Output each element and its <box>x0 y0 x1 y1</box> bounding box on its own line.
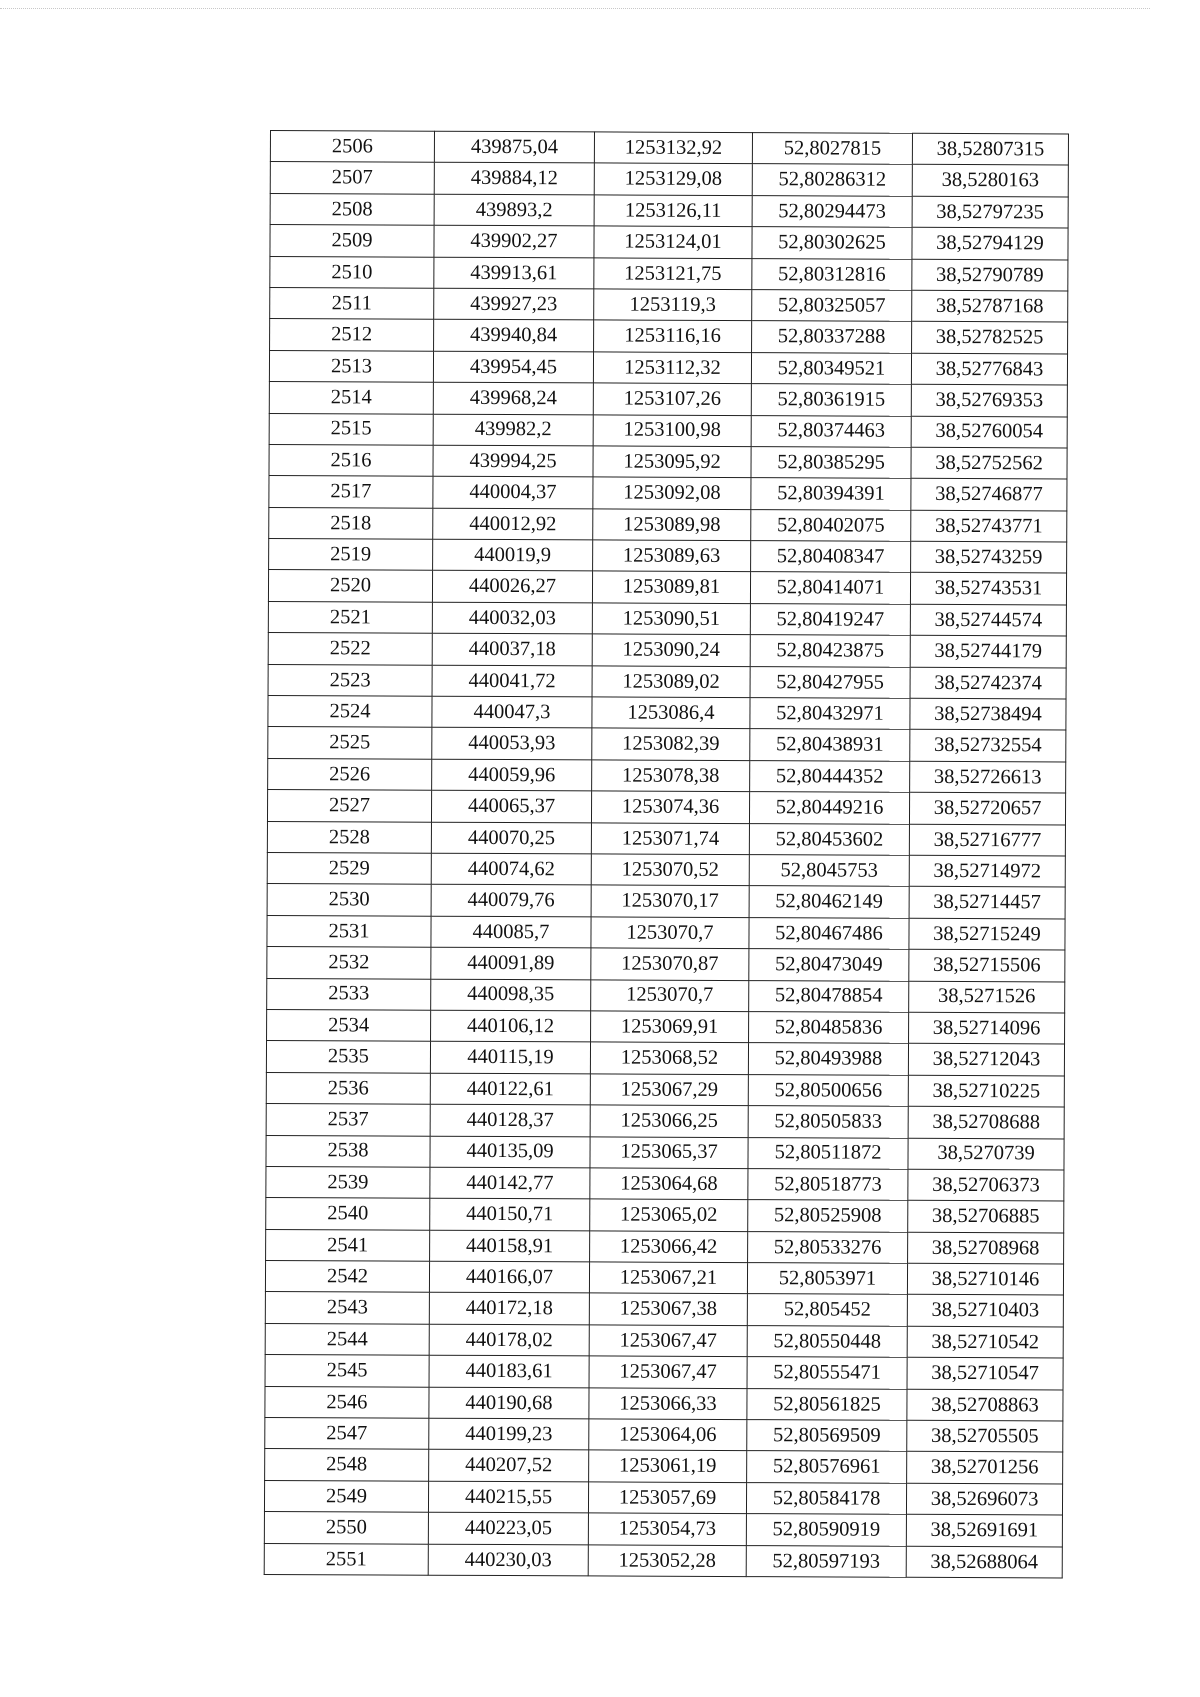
table-row <box>267 915 1065 950</box>
latitude-cell: 52,80467486 <box>749 917 909 949</box>
latitude-cell: 52,8027815 <box>752 133 912 165</box>
longitude-cell: 38,52714096 <box>909 1012 1065 1044</box>
point-number-cell: 2533 <box>267 978 431 1010</box>
point-number-cell: 2543 <box>265 1292 429 1324</box>
latitude-cell: 52,80485836 <box>749 1012 909 1044</box>
latitude-cell: 52,80325057 <box>752 290 912 322</box>
latitude-cell: 52,80453602 <box>749 823 909 855</box>
table-row <box>269 507 1067 542</box>
latitude-cell: 52,80444352 <box>750 760 910 792</box>
x-coordinate-cell: 439875,04 <box>434 131 594 163</box>
longitude-cell: 38,5280163 <box>912 165 1068 197</box>
y-coordinate-cell: 1253067,29 <box>590 1074 748 1106</box>
y-coordinate-cell: 1253066,42 <box>590 1231 748 1263</box>
y-coordinate-cell: 1253086,4 <box>592 697 750 729</box>
latitude-cell: 52,80423875 <box>750 635 910 667</box>
table-row <box>270 256 1068 291</box>
scan-edge-line <box>0 8 1150 9</box>
point-number-cell: 2530 <box>267 884 431 916</box>
latitude-cell: 52,80374463 <box>751 415 911 447</box>
point-number-cell: 2536 <box>266 1072 430 1104</box>
table-row <box>270 193 1068 228</box>
x-coordinate-cell: 439968,24 <box>433 382 593 414</box>
point-number-cell: 2507 <box>270 162 434 194</box>
point-number-cell: 2513 <box>269 350 433 382</box>
longitude-cell: 38,52706373 <box>908 1169 1064 1201</box>
table-row <box>267 947 1065 982</box>
table-row <box>264 1543 1062 1578</box>
table-row <box>266 1198 1064 1233</box>
table-row <box>269 350 1067 385</box>
longitude-cell: 38,52691691 <box>906 1514 1062 1546</box>
x-coordinate-cell: 440032,03 <box>432 602 592 634</box>
longitude-cell: 38,52738494 <box>910 698 1066 730</box>
y-coordinate-cell: 1253067,21 <box>589 1262 747 1294</box>
y-coordinate-cell: 1253069,91 <box>591 1011 749 1043</box>
longitude-cell: 38,52743259 <box>911 541 1067 573</box>
x-coordinate-cell: 440142,77 <box>430 1167 590 1199</box>
longitude-cell: 38,52705505 <box>907 1420 1063 1452</box>
x-coordinate-cell: 440172,18 <box>429 1293 589 1325</box>
longitude-cell: 38,52715249 <box>909 918 1065 950</box>
point-number-cell: 2520 <box>268 570 432 602</box>
point-number-cell: 2546 <box>265 1386 429 1418</box>
longitude-cell: 38,52710225 <box>908 1075 1064 1107</box>
point-number-cell: 2522 <box>268 633 432 665</box>
longitude-cell: 38,52701256 <box>907 1452 1063 1484</box>
y-coordinate-cell: 1253100,98 <box>593 414 751 446</box>
point-number-cell: 2539 <box>266 1166 430 1198</box>
x-coordinate-cell: 440178,02 <box>429 1324 589 1356</box>
y-coordinate-cell: 1253070,7 <box>591 979 749 1011</box>
table-row <box>269 476 1067 511</box>
longitude-cell: 38,5270739 <box>908 1138 1064 1170</box>
x-coordinate-cell: 440115,19 <box>430 1042 590 1074</box>
longitude-cell: 38,52710146 <box>907 1263 1063 1295</box>
x-coordinate-cell: 440128,37 <box>430 1104 590 1136</box>
table-row <box>268 664 1066 699</box>
x-coordinate-cell: 440070,25 <box>431 822 591 854</box>
x-coordinate-cell: 440019,9 <box>433 539 593 571</box>
y-coordinate-cell: 1253061,19 <box>589 1450 747 1482</box>
x-coordinate-cell: 440135,09 <box>430 1136 590 1168</box>
y-coordinate-cell: 1253124,01 <box>594 226 752 258</box>
table-row <box>265 1261 1063 1296</box>
y-coordinate-cell: 1253126,11 <box>594 195 752 227</box>
table-row <box>265 1292 1063 1327</box>
latitude-cell: 52,80286312 <box>752 164 912 196</box>
y-coordinate-cell: 1253132,92 <box>594 132 752 164</box>
y-coordinate-cell: 1253092,08 <box>593 477 751 509</box>
point-number-cell: 2534 <box>267 1009 431 1041</box>
x-coordinate-cell: 439982,2 <box>433 414 593 446</box>
longitude-cell: 38,52708968 <box>908 1232 1064 1264</box>
table-row <box>268 696 1066 731</box>
point-number-cell: 2523 <box>268 664 432 696</box>
longitude-cell: 38,52782525 <box>912 322 1068 354</box>
x-coordinate-cell: 439902,27 <box>434 225 594 257</box>
x-coordinate-cell: 440074,62 <box>431 853 591 885</box>
y-coordinate-cell: 1253082,39 <box>592 728 750 760</box>
x-coordinate-cell: 440230,03 <box>428 1544 588 1576</box>
latitude-cell: 52,80337288 <box>752 321 912 353</box>
y-coordinate-cell: 1253052,28 <box>588 1544 746 1576</box>
latitude-cell: 52,80349521 <box>751 352 911 384</box>
longitude-cell: 38,52746877 <box>911 479 1067 511</box>
longitude-cell: 38,52706885 <box>908 1201 1064 1233</box>
y-coordinate-cell: 1253089,02 <box>592 666 750 698</box>
x-coordinate-cell: 440079,76 <box>431 885 591 917</box>
point-number-cell: 2514 <box>269 382 433 414</box>
y-coordinate-cell: 1253064,68 <box>590 1168 748 1200</box>
x-coordinate-cell: 440012,92 <box>433 508 593 540</box>
point-number-cell: 2512 <box>270 319 434 351</box>
x-coordinate-cell: 440037,18 <box>432 633 592 665</box>
latitude-cell: 52,80555471 <box>747 1357 907 1389</box>
point-number-cell: 2538 <box>266 1135 430 1167</box>
point-number-cell: 2515 <box>269 413 433 445</box>
table-row <box>267 884 1065 919</box>
x-coordinate-cell: 440207,52 <box>429 1450 589 1482</box>
point-number-cell: 2517 <box>269 476 433 508</box>
latitude-cell: 52,80408347 <box>751 541 911 573</box>
x-coordinate-cell: 440158,91 <box>430 1230 590 1262</box>
table-row <box>270 287 1068 322</box>
point-number-cell: 2509 <box>270 225 434 257</box>
y-coordinate-cell: 1253067,47 <box>589 1325 747 1357</box>
point-number-cell: 2529 <box>267 852 431 884</box>
y-coordinate-cell: 1253065,37 <box>590 1136 748 1168</box>
table-row <box>266 1104 1064 1139</box>
x-coordinate-cell: 439940,84 <box>434 320 594 352</box>
point-number-cell: 2508 <box>270 193 434 225</box>
longitude-cell: 38,52696073 <box>906 1483 1062 1515</box>
latitude-cell: 52,80493988 <box>748 1043 908 1075</box>
latitude-cell: 52,80394391 <box>751 478 911 510</box>
x-coordinate-cell: 440199,23 <box>429 1418 589 1450</box>
latitude-cell: 52,80414071 <box>750 572 910 604</box>
point-number-cell: 2532 <box>267 947 431 979</box>
point-number-cell: 2531 <box>267 915 431 947</box>
point-number-cell: 2521 <box>268 601 432 633</box>
table-row <box>267 978 1065 1013</box>
longitude-cell: 38,52743531 <box>910 573 1066 605</box>
longitude-cell: 38,52710547 <box>907 1358 1063 1390</box>
longitude-cell: 38,52744574 <box>910 604 1066 636</box>
latitude-cell: 52,80561825 <box>747 1388 907 1420</box>
y-coordinate-cell: 1253057,69 <box>588 1482 746 1514</box>
coordinates-table-body <box>264 131 1068 1578</box>
y-coordinate-cell: 1253066,33 <box>589 1388 747 1420</box>
x-coordinate-cell: 440150,71 <box>430 1198 590 1230</box>
point-number-cell: 2535 <box>266 1041 430 1073</box>
y-coordinate-cell: 1253064,06 <box>589 1419 747 1451</box>
y-coordinate-cell: 1253068,52 <box>590 1042 748 1074</box>
longitude-cell: 38,52715506 <box>909 949 1065 981</box>
point-number-cell: 2545 <box>265 1355 429 1387</box>
x-coordinate-cell: 440059,96 <box>432 759 592 791</box>
y-coordinate-cell: 1253090,24 <box>592 634 750 666</box>
table-row <box>265 1323 1063 1358</box>
point-number-cell: 2540 <box>266 1198 430 1230</box>
latitude-cell: 52,80473049 <box>749 949 909 981</box>
latitude-cell: 52,8053971 <box>747 1263 907 1295</box>
latitude-cell: 52,80569509 <box>747 1420 907 1452</box>
y-coordinate-cell: 1253066,25 <box>590 1105 748 1137</box>
latitude-cell: 52,80518773 <box>748 1168 908 1200</box>
x-coordinate-cell: 440004,37 <box>433 477 593 509</box>
table-row <box>265 1355 1063 1390</box>
latitude-cell: 52,80312816 <box>752 258 912 290</box>
point-number-cell: 2518 <box>269 507 433 539</box>
y-coordinate-cell: 1253089,98 <box>593 509 751 541</box>
x-coordinate-cell: 440047,3 <box>432 696 592 728</box>
latitude-cell: 52,80525908 <box>748 1200 908 1232</box>
longitude-cell: 38,52807315 <box>912 133 1068 165</box>
latitude-cell: 52,80550448 <box>747 1325 907 1357</box>
y-coordinate-cell: 1253070,52 <box>591 854 749 886</box>
longitude-cell: 38,52708688 <box>908 1106 1064 1138</box>
y-coordinate-cell: 1253121,75 <box>594 257 752 289</box>
y-coordinate-cell: 1253129,08 <box>594 163 752 195</box>
x-coordinate-cell: 439884,12 <box>434 163 594 195</box>
point-number-cell: 2526 <box>268 758 432 790</box>
point-number-cell: 2524 <box>268 696 432 728</box>
latitude-cell: 52,80597193 <box>746 1545 906 1577</box>
longitude-cell: 38,52787168 <box>912 290 1068 322</box>
longitude-cell: 38,52744179 <box>910 636 1066 668</box>
longitude-cell: 38,52790789 <box>912 259 1068 291</box>
x-coordinate-cell: 440215,55 <box>428 1481 588 1513</box>
point-number-cell: 2549 <box>264 1480 428 1512</box>
x-coordinate-cell: 439994,25 <box>433 445 593 477</box>
point-number-cell: 2551 <box>264 1543 428 1575</box>
x-coordinate-cell: 440041,72 <box>432 665 592 697</box>
table-row <box>268 601 1066 636</box>
latitude-cell: 52,80478854 <box>749 980 909 1012</box>
latitude-cell: 52,80402075 <box>751 509 911 541</box>
table-row <box>264 1512 1062 1547</box>
table-row <box>268 727 1066 762</box>
point-number-cell: 2548 <box>265 1449 429 1481</box>
x-coordinate-cell: 440183,61 <box>429 1355 589 1387</box>
point-number-cell: 2511 <box>270 287 434 319</box>
x-coordinate-cell: 440091,89 <box>431 947 591 979</box>
latitude-cell: 52,80462149 <box>749 886 909 918</box>
table-row <box>269 444 1067 479</box>
y-coordinate-cell: 1253070,7 <box>591 917 749 949</box>
latitude-cell: 52,80294473 <box>752 195 912 227</box>
point-number-cell: 2550 <box>264 1512 428 1544</box>
point-number-cell: 2528 <box>267 821 431 853</box>
table-row <box>270 319 1068 354</box>
table-row <box>268 570 1066 605</box>
y-coordinate-cell: 1253067,38 <box>589 1293 747 1325</box>
table-row <box>268 633 1066 668</box>
x-coordinate-cell: 440122,61 <box>430 1073 590 1105</box>
longitude-cell: 38,52797235 <box>912 196 1068 228</box>
longitude-cell: 38,52752562 <box>911 447 1067 479</box>
table-row <box>265 1418 1063 1453</box>
point-number-cell: 2547 <box>265 1418 429 1450</box>
point-number-cell: 2541 <box>266 1229 430 1261</box>
latitude-cell: 52,80500656 <box>748 1074 908 1106</box>
y-coordinate-cell: 1253112,32 <box>593 352 751 384</box>
point-number-cell: 2544 <box>265 1323 429 1355</box>
y-coordinate-cell: 1253067,47 <box>589 1356 747 1388</box>
latitude-cell: 52,80361915 <box>751 384 911 416</box>
longitude-cell: 38,52732554 <box>910 730 1066 762</box>
point-number-cell: 2506 <box>270 131 434 163</box>
longitude-cell: 38,52714972 <box>909 855 1065 887</box>
longitude-cell: 38,52708863 <box>907 1389 1063 1421</box>
table-row <box>264 1480 1062 1515</box>
table-row <box>265 1449 1063 1484</box>
x-coordinate-cell: 439913,61 <box>434 257 594 289</box>
y-coordinate-cell: 1253074,36 <box>591 791 749 823</box>
y-coordinate-cell: 1253089,63 <box>593 540 751 572</box>
y-coordinate-cell: 1253095,92 <box>593 446 751 478</box>
table-row <box>269 539 1067 574</box>
table-row <box>267 852 1065 887</box>
latitude-cell: 52,80449216 <box>749 792 909 824</box>
y-coordinate-cell: 1253070,17 <box>591 885 749 917</box>
x-coordinate-cell: 439954,45 <box>433 351 593 383</box>
y-coordinate-cell: 1253090,51 <box>592 603 750 635</box>
latitude-cell: 52,80385295 <box>751 447 911 479</box>
longitude-cell: 38,52710403 <box>907 1295 1063 1327</box>
longitude-cell: 38,52726613 <box>910 761 1066 793</box>
latitude-cell: 52,80576961 <box>747 1451 907 1483</box>
point-number-cell: 2537 <box>266 1104 430 1136</box>
y-coordinate-cell: 1253089,81 <box>592 571 750 603</box>
longitude-cell: 38,52760054 <box>911 416 1067 448</box>
x-coordinate-cell: 440098,35 <box>431 979 591 1011</box>
coordinates-table <box>264 130 1069 1578</box>
x-coordinate-cell: 440190,68 <box>429 1387 589 1419</box>
table-row <box>269 382 1067 417</box>
y-coordinate-cell: 1253078,38 <box>592 760 750 792</box>
point-number-cell: 2516 <box>269 444 433 476</box>
x-coordinate-cell: 440106,12 <box>431 1010 591 1042</box>
longitude-cell: 38,52794129 <box>912 227 1068 259</box>
y-coordinate-cell: 1253119,3 <box>594 289 752 321</box>
latitude-cell: 52,80427955 <box>750 666 910 698</box>
latitude-cell: 52,805452 <box>747 1294 907 1326</box>
longitude-cell: 38,52743771 <box>911 510 1067 542</box>
latitude-cell: 52,80511872 <box>748 1137 908 1169</box>
latitude-cell: 52,80432971 <box>750 698 910 730</box>
longitude-cell: 38,52710542 <box>907 1326 1063 1358</box>
table-row <box>266 1166 1064 1201</box>
latitude-cell: 52,80419247 <box>750 603 910 635</box>
longitude-cell: 38,52714457 <box>909 887 1065 919</box>
x-coordinate-cell: 440026,27 <box>432 571 592 603</box>
point-number-cell: 2519 <box>269 539 433 571</box>
table-row <box>270 131 1068 166</box>
latitude-cell: 52,80438931 <box>750 729 910 761</box>
table-row <box>265 1386 1063 1421</box>
latitude-cell: 52,80302625 <box>752 227 912 259</box>
table-row <box>270 162 1068 197</box>
point-number-cell: 2525 <box>268 727 432 759</box>
longitude-cell: 38,52769353 <box>911 384 1067 416</box>
longitude-cell: 38,5271526 <box>909 981 1065 1013</box>
table-row <box>267 821 1065 856</box>
y-coordinate-cell: 1253054,73 <box>588 1513 746 1545</box>
table-row <box>266 1072 1064 1107</box>
table-row <box>266 1229 1064 1264</box>
latitude-cell: 52,8045753 <box>749 855 909 887</box>
point-number-cell: 2510 <box>270 256 434 288</box>
longitude-cell: 38,52716777 <box>909 824 1065 856</box>
table-row <box>266 1135 1064 1170</box>
longitude-cell: 38,52720657 <box>909 793 1065 825</box>
x-coordinate-cell: 440166,07 <box>429 1261 589 1293</box>
table-row <box>270 225 1068 260</box>
x-coordinate-cell: 439893,2 <box>434 194 594 226</box>
x-coordinate-cell: 440223,05 <box>428 1512 588 1544</box>
y-coordinate-cell: 1253116,16 <box>594 320 752 352</box>
longitude-cell: 38,52742374 <box>910 667 1066 699</box>
table-row <box>267 1009 1065 1044</box>
longitude-cell: 38,52712043 <box>908 1044 1064 1076</box>
x-coordinate-cell: 440065,37 <box>431 790 591 822</box>
table-row <box>266 1041 1064 1076</box>
table-row <box>268 758 1066 793</box>
longitude-cell: 38,52688064 <box>906 1546 1062 1578</box>
x-coordinate-cell: 440053,93 <box>432 728 592 760</box>
y-coordinate-cell: 1253065,02 <box>590 1199 748 1231</box>
point-number-cell: 2527 <box>267 790 431 822</box>
longitude-cell: 38,52776843 <box>911 353 1067 385</box>
y-coordinate-cell: 1253071,74 <box>591 823 749 855</box>
table-row <box>267 790 1065 825</box>
y-coordinate-cell: 1253107,26 <box>593 383 751 415</box>
latitude-cell: 52,80584178 <box>746 1482 906 1514</box>
latitude-cell: 52,80590919 <box>746 1514 906 1546</box>
table-row <box>269 413 1067 448</box>
latitude-cell: 52,80533276 <box>748 1231 908 1263</box>
y-coordinate-cell: 1253070,87 <box>591 948 749 980</box>
point-number-cell: 2542 <box>265 1261 429 1293</box>
x-coordinate-cell: 439927,23 <box>434 288 594 320</box>
x-coordinate-cell: 440085,7 <box>431 916 591 948</box>
latitude-cell: 52,80505833 <box>748 1106 908 1138</box>
